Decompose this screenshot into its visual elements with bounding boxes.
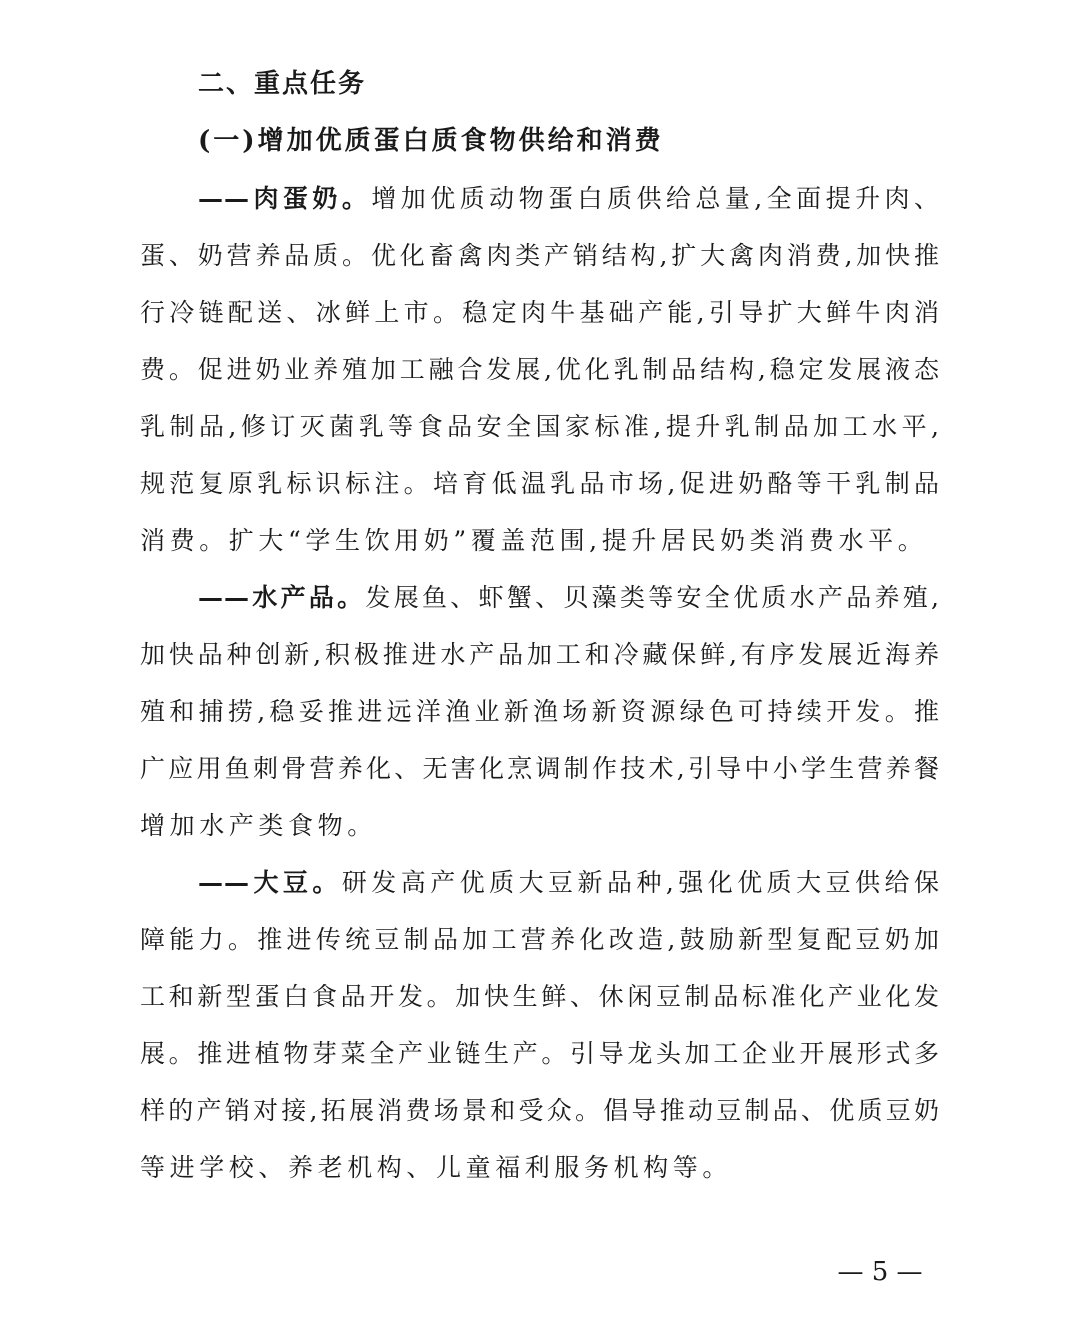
paragraph-line	[140, 170, 940, 227]
paragraph-meat-egg-milk	[140, 170, 940, 569]
paragraph-line	[140, 569, 940, 626]
paragraph-text: 发展鱼、虾蟹、贝藻类等安全优质水产品养殖,	[365, 583, 940, 612]
paragraph-lead: ——肉蛋奶。	[198, 184, 372, 213]
section-heading: 二、重点任务	[198, 69, 367, 99]
paragraph-line: 行冷链配送、冰鲜上市。稳定肉牛基础产能,引导扩大鲜牛肉消	[140, 298, 940, 327]
paragraph-line: 广应用鱼刺骨营养化、无害化烹调制作技术,引导中小学生营养餐	[140, 754, 940, 783]
paragraph-text: 增加优质动物蛋白质供给总量,全面提升肉、	[371, 184, 940, 213]
paragraph-line: 等进学校、养老机构、儿童福利服务机构等。	[140, 1153, 733, 1182]
paragraph-line: 增加水产类食物。	[140, 811, 377, 840]
paragraph-line: 样的产销对接,拓展消费场景和受众。倡导推动豆制品、优质豆奶	[140, 1096, 940, 1125]
paragraph-line: 乳制品,修订灭菌乳等食品安全国家标准,提升乳制品加工水平,	[140, 412, 940, 441]
paragraph-lead: ——水产品。	[198, 583, 366, 612]
paragraph-soybean	[140, 854, 940, 1196]
paragraph-line: 费。促进奶业养殖加工融合发展,优化乳制品结构,稳定发展液态	[140, 355, 940, 384]
page-number: — 5 —	[837, 1257, 923, 1287]
paragraph-line: 展。推进植物芽菜全产业链生产。引导龙头加工企业开展形式多	[140, 1039, 940, 1068]
paragraph-line: 殖和捕捞,稳妥推进远洋渔业新渔场新资源绿色可持续开发。推	[140, 697, 940, 726]
paragraph-line: 规范复原乳标识标注。培育低温乳品市场,促进奶酪等干乳制品	[140, 469, 940, 498]
paragraph-line: 工和新型蛋白食品开发。加快生鲜、休闲豆制品标准化产业化发	[140, 982, 940, 1011]
subsection-heading: (一)增加优质蛋白质食物供给和消费	[198, 126, 664, 156]
paragraph-line: 蛋、奶营养品质。优化畜禽肉类产销结构,扩大禽肉消费,加快推	[140, 241, 940, 270]
document-body	[140, 56, 940, 1196]
paragraph-line	[140, 854, 940, 911]
paragraph-aquatic-products	[140, 569, 940, 854]
paragraph-text: 研发高产优质大豆新品种,强化优质大豆供给保	[341, 868, 940, 897]
paragraph-line: 障能力。推进传统豆制品加工营养化改造,鼓励新型复配豆奶加	[140, 925, 940, 954]
paragraph-line: 消费。扩大“学生饮用奶”覆盖范围,提升居民奶类消费水平。	[140, 526, 928, 555]
paragraph-line: 加快品种创新,积极推进水产品加工和冷藏保鲜,有序发展近海养	[140, 640, 940, 669]
paragraph-lead: ——大豆。	[198, 868, 342, 897]
